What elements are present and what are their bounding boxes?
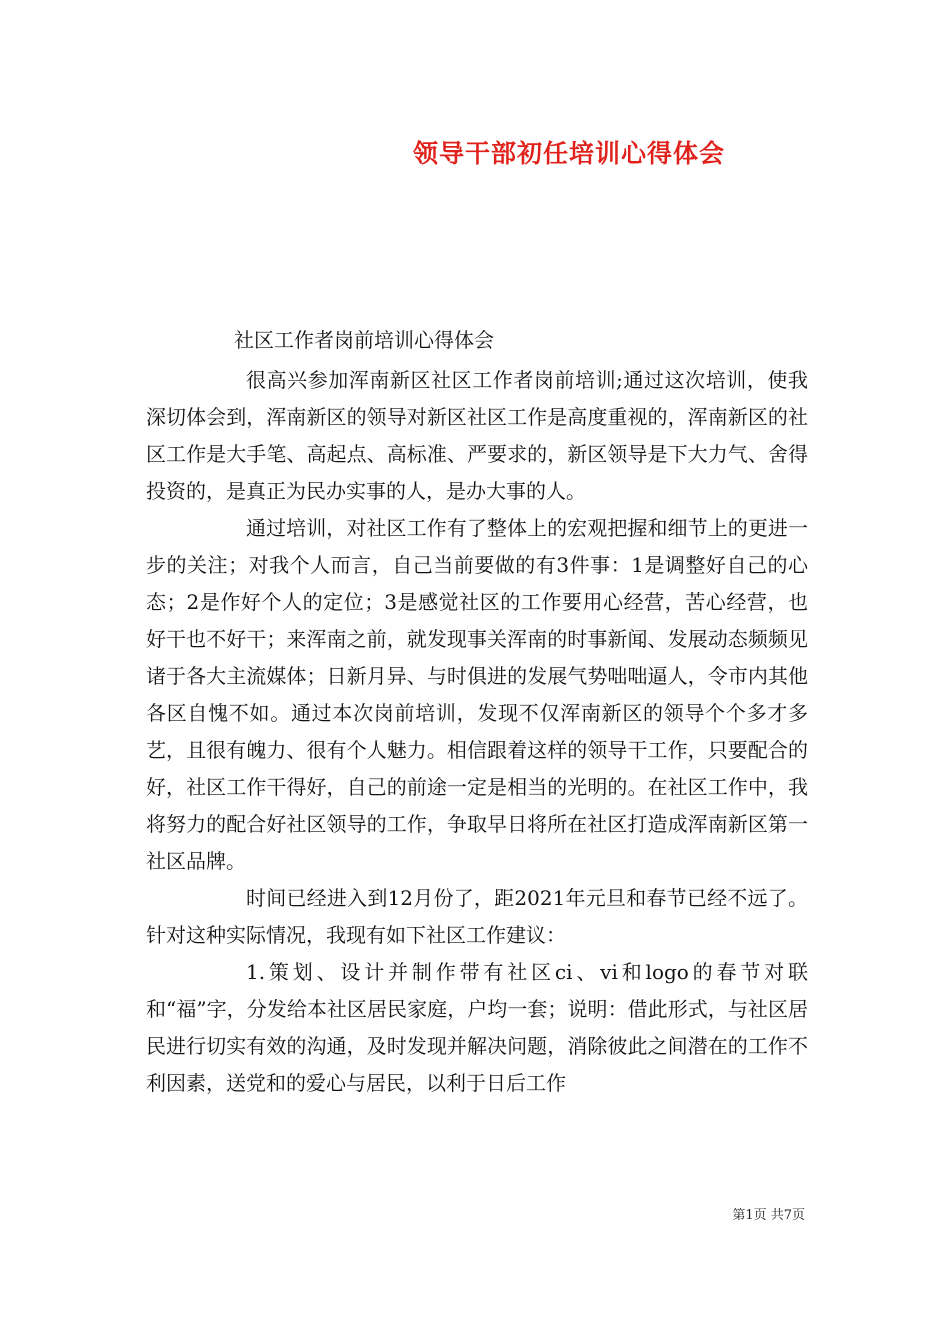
document-subheading: 社区工作者岗前培训心得体会 xyxy=(234,328,494,352)
paragraph-suggestion-1: 1.策划、设计并制作带有社区ci、vi和logo的春节对联和“福”字，分发给本社区居民家庭，户均一套；说明：借此形式，与社区居民进行切实有效的沟通，及时发现并解决问题，消除彼此之间潜在的工作不利因素，送党和的爱心与居民，以利于日后工作 xyxy=(146,960,808,1095)
paragraph-training-reflection: 通过培训，对社区工作有了整体上的宏观把握和细节上的更进一步的关注；对我个人而言，自己当前要做的有3件事：1是调整好自己的心态；2是作好个人的定位；3是感觉社区的工作要用心经营，苦心经营，也好干也不好干；来浑南之前，就发现事关浑南的时事新闻、发展动态频频见诸于各大主流媒体；日新月异、与时俱进的发展气势咄咄逼人，令市内其他各区自愧不如。通过本次岗前培训，发现不仅浑南新区的领导个个多才多艺，且很有魄力、很有个人魅力。相信跟着这样的领导干工作，只要配合的好，社区工作干得好，自己的前途一定是相当的光明的。在社区工作中，我将努力的配合好社区领导的工作，争取早日将所在社区打造成浑南新区第一社区品牌。 xyxy=(146,516,808,873)
page-number: 第1页 共7页 xyxy=(732,1208,805,1223)
paragraph-intro: 很高兴参加浑南新区社区工作者岗前培训;通过这次培训，使我深切体会到，浑南新区的领导对新区社区工作是高度重视的，浑南新区的社区工作是大手笔、高起点、高标准、严要求的，新区领导是下大力气、舍得投资的，是真正为民办实事的人，是办大事的人。 xyxy=(146,368,808,503)
document-title: 领导干部初任培训心得体会 xyxy=(413,139,726,168)
document-body xyxy=(146,362,808,1102)
paragraph-time-context: 时间已经进入到12月份了，距2021年元旦和春节已经不远了。针对这种实际情况，我现有如下社区工作建议： xyxy=(146,886,808,947)
